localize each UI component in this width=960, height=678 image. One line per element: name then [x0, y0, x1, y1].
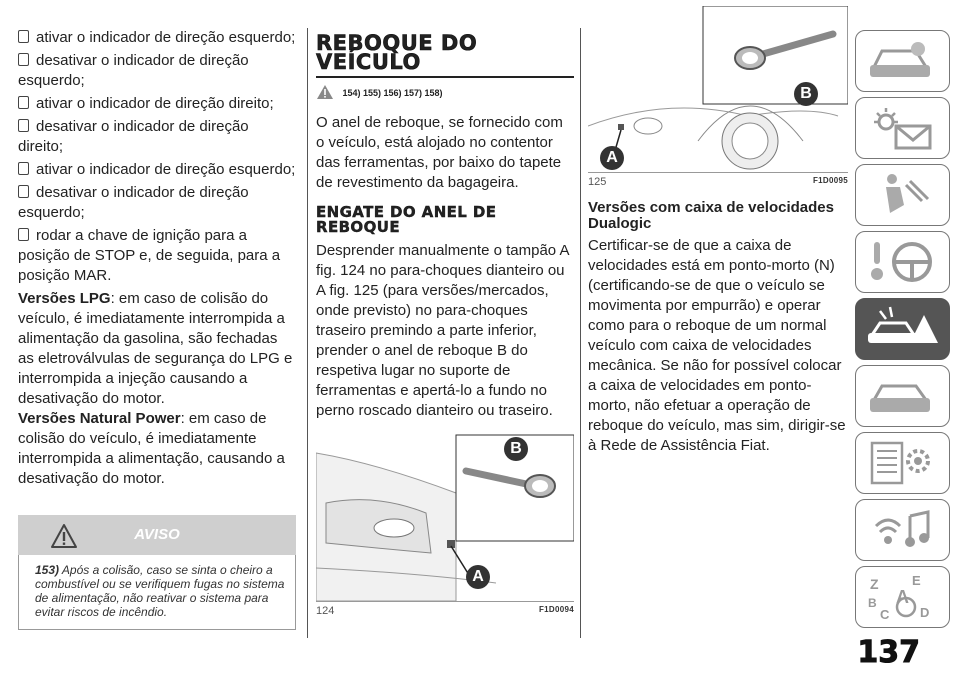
- figure-124: [316, 433, 574, 617]
- bullet-item: [18, 28, 296, 48]
- tab-dashboard[interactable]: [855, 30, 950, 92]
- subsection-title: [316, 205, 574, 235]
- bullet-text: ativar o indicador de direção direito;: [36, 95, 274, 112]
- tab-technical-data[interactable]: [855, 432, 950, 494]
- aviso-title: AVISO: [134, 526, 180, 543]
- lpg-paragraph: [18, 289, 296, 409]
- tab-emergency[interactable]: [855, 298, 950, 360]
- tab-safety[interactable]: [855, 164, 950, 226]
- bullet-item: [18, 51, 296, 91]
- warning-triangle-icon: [316, 84, 334, 100]
- figure-code: F1D0094: [538, 605, 574, 614]
- bullet-text: desativar o indicador de direção esquerdo;: [18, 184, 249, 221]
- figure-number: 124: [316, 605, 335, 617]
- aviso-number: 153): [35, 563, 60, 577]
- multimedia-icon: [866, 506, 941, 554]
- bullet-list: [18, 28, 296, 286]
- checkbox-bullet-icon: [18, 162, 29, 175]
- column-2: [316, 28, 574, 617]
- section-title-line-1: REBOQUE DO: [316, 31, 478, 55]
- label-b: B: [794, 82, 818, 106]
- figure-125-caption: [588, 172, 848, 188]
- column-divider: [580, 28, 581, 638]
- front-bumper-illustration: [316, 433, 574, 601]
- bullet-item: [18, 94, 296, 114]
- svg-text:C: C: [880, 607, 890, 621]
- subsection-title-line-2: REBOQUE: [316, 218, 400, 236]
- car-service-icon: [866, 372, 941, 420]
- tab-maintenance[interactable]: [855, 365, 950, 427]
- bullet-text: desativar o indicador de direção esquerdo;: [18, 52, 249, 89]
- checkbox-bullet-icon: [18, 53, 29, 66]
- dualogic-heading: Versões com caixa de velocidades Dualogic: [588, 199, 834, 232]
- aviso-text: Após a colisão, caso se sinta o cheiro a combustível ou se verifiquem fugas no sistema de alimentação, não reativar o sistema para evitar riscos de incêndio.: [35, 563, 285, 619]
- natural-power-label: Versões Natural Power: [18, 410, 181, 427]
- natural-power-paragraph: [18, 409, 296, 489]
- checkbox-bullet-icon: [18, 228, 29, 241]
- bullet-text: rodar a chave de ignição para a posição de STOP e, de seguida, para a posição MAR.: [18, 227, 281, 284]
- figure-125-image: [588, 6, 848, 172]
- car-dashboard-icon: [866, 37, 941, 85]
- checkbox-bullet-icon: [18, 30, 29, 43]
- label-b: B: [504, 437, 528, 461]
- svg-text:E: E: [912, 573, 921, 588]
- lpg-text: : em caso de colisão do veículo, é imediatamente interrompida a alimentação da gasolina, são fechadas as eletroválvulas de segurança do LPG e interrompida a injeção causando a desativação do motor.: [18, 290, 293, 407]
- key-steering-wheel-icon: [866, 238, 941, 286]
- alphabetical-index-icon: [866, 573, 941, 621]
- tab-index[interactable]: [855, 566, 950, 628]
- label-a: A: [466, 565, 490, 589]
- technical-data-icon: [866, 439, 941, 487]
- checkbox-bullet-icon: [18, 185, 29, 198]
- label-a: A: [600, 146, 624, 170]
- subsection-title-line-1: ENGATE DO ANEL DE: [316, 203, 497, 221]
- figure-124-image: [316, 433, 574, 601]
- intro-paragraph: O anel de reboque, se fornecido com o veículo, está alojado no contentor das ferramentas, por baixo do tapete de revestimento da bagageira.: [316, 114, 563, 191]
- svg-text:B: B: [868, 596, 877, 610]
- aviso-body: [18, 555, 296, 630]
- tab-starting-driving[interactable]: [855, 231, 950, 293]
- bullet-item: [18, 183, 296, 223]
- checkbox-bullet-icon: [18, 96, 29, 109]
- svg-text:D: D: [920, 605, 930, 620]
- svg-text:A: A: [896, 587, 909, 607]
- airbag-seat-icon: [866, 171, 941, 219]
- section-title-line-2: VEÍCULO: [316, 50, 421, 74]
- dualogic-paragraph: Certificar-se de que a caixa de velocidades está em ponto-morto (N) (certificando-se de que o veículo se movimenta por empurrão) e operar como para o reboque de um normal veículo com caixa de velocidades mecânica. Se não for possível colocar a caixa de velocidades em ponto-morto, não efetuar a operação de reboque do veículo, mas sim, dirigir-se à Rede de Assistência Fiat.: [588, 237, 846, 454]
- figure-code: F1D0095: [812, 176, 848, 185]
- bullet-item: [18, 226, 296, 286]
- figure-125: [588, 6, 848, 188]
- tab-multimedia[interactable]: [855, 499, 950, 561]
- references: 154) 155) 156) 157) 158): [342, 88, 443, 98]
- warning-lights-icon: [866, 104, 941, 152]
- bullet-item: [18, 160, 296, 180]
- body-paragraph: Desprender manualmente o tampão A fig. 124 no para-choques dianteiro ou A fig. 125 (para versões/mercados, onde previsto) no para-choques traseiro premindo a parte inferior, prender o anel de reboque B do respetiva lugar no suporte de ferramentas e apertá-lo a fundo no perno roscado dianteiro ou traseiro.: [316, 242, 569, 419]
- aviso-header: [18, 515, 296, 555]
- title-rule: [316, 76, 574, 78]
- chapter-tabs: [855, 30, 960, 633]
- section-title: [316, 31, 574, 74]
- references-row: [316, 84, 574, 103]
- figure-124-caption: [316, 601, 574, 617]
- page-number: 137: [857, 635, 920, 670]
- natural-power-text: : em caso de colisão do veículo, é imediatamente interrompida a alimentação, causando a desativação do motor.: [18, 410, 285, 487]
- figure-number: 125: [588, 176, 607, 188]
- tab-warning-lights[interactable]: [855, 97, 950, 159]
- emergency-car-icon: [866, 305, 941, 353]
- svg-text:Z: Z: [870, 576, 879, 592]
- column-1: [18, 28, 296, 630]
- bullet-text: ativar o indicador de direção esquerdo;: [36, 29, 296, 46]
- lpg-label: Versões LPG: [18, 290, 111, 307]
- bullet-text: ativar o indicador de direção esquerdo;: [36, 161, 296, 178]
- column-divider: [307, 28, 308, 638]
- checkbox-bullet-icon: [18, 119, 29, 132]
- bullet-item: [18, 117, 296, 157]
- bullet-text: desativar o indicador de direção direito;: [18, 118, 249, 155]
- column-3: [588, 6, 848, 456]
